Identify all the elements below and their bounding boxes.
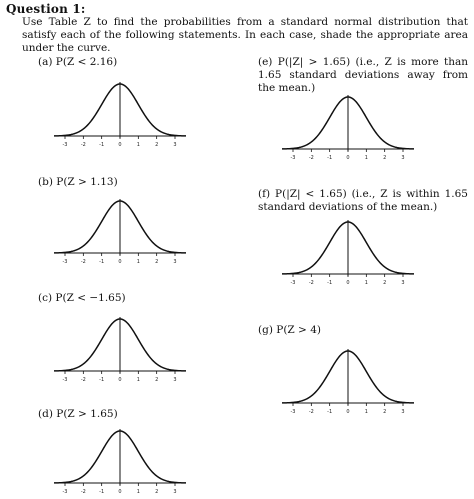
- part-a-tick-label-0: -3: [62, 142, 68, 148]
- part-d-tick-label-4: 1: [136, 489, 140, 495]
- part-f-tick-label-0: -3: [290, 280, 296, 286]
- part-c-label: (c): [38, 292, 53, 304]
- part-f-text: P(|Z| < 1.65) (i.e., Z is within 1.65 standard deviations of the mean.): [258, 188, 468, 213]
- part-c-tick-label-1: -2: [80, 377, 86, 383]
- part-g-tick-label-5: 2: [383, 409, 387, 415]
- part-f-tick-label-1: -2: [308, 280, 314, 286]
- part-b-label: (b): [38, 176, 53, 188]
- part-e-tick-label-3: 0: [346, 155, 350, 161]
- part-c-tick-label-6: 3: [173, 377, 177, 383]
- part-a-tick-label-4: 1: [136, 142, 140, 148]
- part-d-tick-label-5: 2: [155, 489, 159, 495]
- instructions: Use Table Z to find the probabilities from a standard normal distribution that satisfy each of the following statements. In each case, shade the appropriate area under the curve.: [22, 16, 468, 54]
- part-e-tick-label-4: 1: [364, 155, 368, 161]
- part-e-tick-label-0: -3: [290, 155, 296, 161]
- part-g-label: (g): [258, 324, 273, 336]
- part-d-tick-label-2: -1: [99, 489, 105, 495]
- part-a-tick-label-2: -1: [99, 142, 105, 148]
- part-f-label: (f): [258, 188, 271, 200]
- part-a-tick-label-6: 3: [173, 142, 177, 148]
- part-d-label: (d): [38, 408, 53, 420]
- part-e-tick-label-2: -1: [327, 155, 333, 161]
- part-d-tick-label-0: -3: [62, 489, 68, 495]
- part-a-label: (a): [38, 56, 53, 68]
- part-a-tick-label-1: -2: [80, 142, 86, 148]
- part-g-tick-label-4: 1: [364, 409, 368, 415]
- part-a-tick-label-3: 0: [118, 142, 122, 148]
- part-b-normal-curve: [50, 187, 190, 267]
- part-c-normal-curve: [50, 305, 190, 385]
- part-b-tick-label-6: 3: [173, 259, 177, 265]
- part-a-tick-label-5: 2: [155, 142, 159, 148]
- part-g-tick-label-0: -3: [290, 409, 296, 415]
- question-title: Question 1:: [6, 2, 86, 16]
- part-a-text: P(Z < 2.16): [55, 56, 118, 68]
- part-g-tick-label-6: 3: [401, 409, 405, 415]
- part-f-tick-label-5: 2: [383, 280, 387, 286]
- part-d-tick-label-1: -2: [80, 489, 86, 495]
- part-d-tick-label-3: 0: [118, 489, 122, 495]
- part-a-prompt: [38, 56, 238, 69]
- part-c-tick-label-0: -3: [62, 377, 68, 383]
- part-b-tick-label-2: -1: [99, 259, 105, 265]
- part-b-tick-label-5: 2: [155, 259, 159, 265]
- part-g-tick-label-2: -1: [327, 409, 333, 415]
- part-d-normal-curve: [50, 417, 190, 497]
- part-c-prompt: [38, 292, 238, 305]
- part-c-text: P(Z < −1.65): [55, 292, 126, 304]
- part-f-tick-label-2: -1: [327, 280, 333, 286]
- part-b-tick-label-0: -3: [62, 259, 68, 265]
- part-c-tick-label-3: 0: [118, 377, 122, 383]
- part-b-text: P(Z > 1.13): [56, 176, 118, 188]
- part-c-tick-label-5: 2: [155, 377, 159, 383]
- part-e-label: (e): [258, 56, 273, 68]
- part-d-tick-label-6: 3: [173, 489, 177, 495]
- part-e-tick-label-1: -2: [308, 155, 314, 161]
- part-f-tick-label-6: 3: [401, 280, 405, 286]
- part-b-tick-label-1: -2: [80, 259, 86, 265]
- part-g-tick-label-1: -2: [308, 409, 314, 415]
- part-e-text: P(|Z| > 1.65) (i.e., Z is more than 1.65 standard deviations away from the mean.): [258, 56, 468, 94]
- part-g-text: P(Z > 4): [276, 324, 321, 336]
- part-e-tick-label-5: 2: [383, 155, 387, 161]
- part-e-normal-curve: [278, 83, 418, 163]
- part-g-prompt: [258, 324, 458, 337]
- part-g-tick-label-3: 0: [346, 409, 350, 415]
- part-b-tick-label-4: 1: [136, 259, 140, 265]
- part-g-normal-curve: [278, 337, 418, 417]
- part-b-tick-label-3: 0: [118, 259, 122, 265]
- part-c-tick-label-2: -1: [99, 377, 105, 383]
- part-f-tick-label-4: 1: [364, 280, 368, 286]
- part-d-text: P(Z > 1.65): [56, 408, 118, 420]
- part-a-normal-curve: [50, 70, 190, 150]
- part-e-tick-label-6: 3: [401, 155, 405, 161]
- part-c-tick-label-4: 1: [136, 377, 140, 383]
- part-f-tick-label-3: 0: [346, 280, 350, 286]
- part-f-normal-curve: [278, 208, 418, 288]
